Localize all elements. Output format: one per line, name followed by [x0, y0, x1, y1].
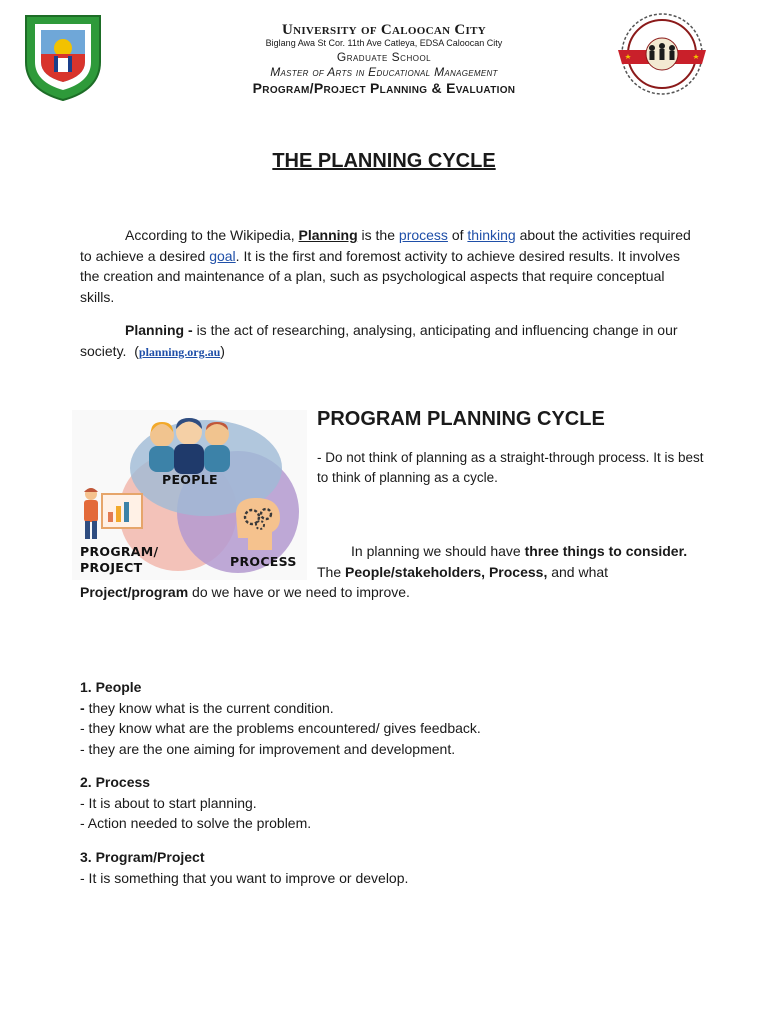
- planning-definition: Planning - is the act of researching, analysing, anticipating and influencing change in our society. (planning.org.au): [80, 322, 678, 359]
- program-label: PROGRAM/: [80, 544, 159, 559]
- planning-term: Planning: [298, 227, 358, 243]
- planning-definition-text: is the act of researching, analysing, anticipating and influencing change in our society.: [80, 322, 678, 359]
- source-link[interactable]: planning.org.au: [138, 344, 221, 359]
- people-label: PEOPLE: [162, 472, 218, 487]
- cycle-description: - Do not think of planning as a straight-through process. It is best to think of planning as a cycle.: [317, 450, 704, 485]
- university-address: Biglang Awa St Cor. 11th Ave Catleya, EDSA Caloocan City: [265, 38, 503, 48]
- stakeholders-bold: People/stakeholders, Process,: [345, 563, 548, 580]
- process-label: PROCESS: [230, 554, 297, 569]
- three-things-text-d: do we have or we need to improve.: [192, 584, 410, 600]
- cycle-heading: PROGRAM PLANNING CYCLE: [317, 408, 605, 430]
- people-section: [80, 677, 700, 759]
- goal-link[interactable]: goal: [209, 247, 236, 264]
- degree-program: Master of Arts in Educational Management: [270, 65, 498, 79]
- page-title-text: THE PLANNING CYCLE: [272, 150, 496, 172]
- graduate-school-label: Graduate School: [336, 50, 432, 64]
- thinking-link[interactable]: thinking: [467, 227, 516, 243]
- people-dash: -: [80, 699, 85, 716]
- three-things-paragraph: [80, 541, 710, 603]
- project-label: PROJECT: [80, 560, 143, 575]
- process-section-title: 2. Process: [80, 774, 151, 790]
- university-name: University of Caloocan City: [281, 22, 487, 38]
- page-title: [0, 150, 768, 173]
- course-title: Program/Project Planning & Evaluation: [252, 80, 516, 96]
- intro-text-e: . It is the first and foremost activity to achieve desired results. It involves the creation and maintenance of a plan, such as psychological aspects that require conceptual skills.: [80, 247, 680, 305]
- people-item-3: - they are the one aiming for improvement and development.: [80, 740, 456, 757]
- process-link[interactable]: process: [398, 227, 448, 243]
- planning-definition-label: Planning -: [125, 322, 193, 338]
- program-project-item-1: - It is something that you want to improve or develop.: [80, 869, 409, 886]
- process-item-1: - It is about to start planning.: [80, 794, 257, 811]
- people-section-title: 1. People: [80, 679, 142, 695]
- people-icon: [149, 418, 230, 474]
- people-item-2: - they know what are the problems encountered/ gives feedback.: [80, 720, 481, 736]
- process-section: [80, 772, 700, 834]
- intro-text-b: is the: [361, 227, 396, 243]
- three-things-text-b: The: [317, 563, 342, 580]
- project-program-bold: Project/program: [80, 584, 189, 600]
- three-things-text-a: In planning we should have: [351, 543, 521, 559]
- intro-text-a: According to the Wikipedia,: [125, 227, 295, 243]
- process-item-2: - Action needed to solve the problem.: [80, 815, 312, 831]
- intro-text-d: about the activities required to achieve a desired: [80, 227, 691, 264]
- people-item-1: they know what is the current condition.: [88, 699, 334, 716]
- three-things-bold: three things to consider.: [524, 543, 688, 559]
- three-things-text-c: and what: [551, 563, 609, 580]
- intro-text-c: of: [451, 227, 464, 243]
- intro-paragraph: [80, 225, 700, 307]
- program-project-section-title: 3. Program/Project: [80, 849, 205, 865]
- program-project-section: [80, 847, 700, 888]
